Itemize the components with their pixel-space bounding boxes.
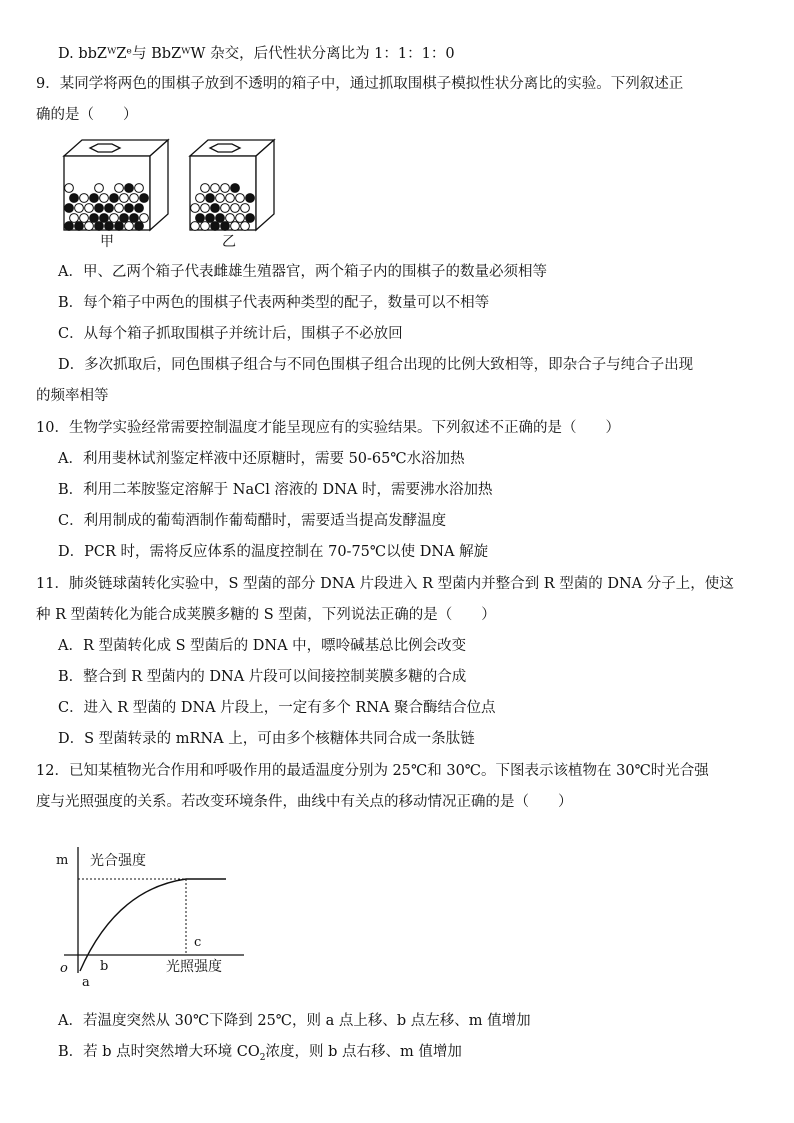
go-stone [226, 214, 235, 223]
go-stone [100, 214, 109, 223]
go-stone [65, 222, 74, 231]
q10-stem: 10．生物学实验经常需要控制温度才能呈现应有的实验结果。下列叙述不正确的是（ ） [36, 420, 620, 436]
q9-option-b: B．每个箱子中两色的围棋子代表两种类型的配子，数量可以不相等 [58, 295, 490, 311]
label-c: c [194, 935, 202, 950]
go-stone [125, 184, 134, 193]
go-stone [191, 222, 200, 231]
go-stone [70, 214, 79, 223]
go-stone [130, 214, 139, 223]
go-stone [206, 214, 215, 223]
go-stone [120, 214, 129, 223]
label-b: b [100, 959, 109, 974]
go-stone [211, 184, 220, 193]
go-stone [95, 184, 104, 193]
q11-option-d: D．S 型菌转录的 mRNA 上，可由多个核糖体共同合成一条肽链 [58, 731, 475, 747]
go-stone [80, 194, 89, 203]
q12-option-a: A．若温度突然从 30℃下降到 25℃，则 a 点上移、b 点左移、m 值增加 [58, 1013, 531, 1029]
go-stone [75, 222, 84, 231]
go-stone [216, 214, 225, 223]
go-stone [120, 194, 129, 203]
go-stone [125, 204, 134, 213]
go-stone [125, 222, 134, 231]
label-m: m [56, 853, 69, 868]
go-stone [246, 194, 255, 203]
go-stone [221, 184, 230, 193]
go-stone [221, 204, 230, 213]
q12-graph [56, 845, 256, 995]
go-stone [85, 222, 94, 231]
go-stone [135, 222, 144, 231]
label-y-axis: 光合强度 [90, 853, 146, 869]
go-stone [231, 222, 240, 231]
q11-stem-line1: 11．肺炎链球菌转化实验中，S 型菌的部分 DNA 片段进入 R 型菌内并整合到 R 型菌的 DNA 分子上，使这 [36, 576, 734, 592]
q12-stem-line1: 12．已知某植物光合作用和呼吸作用的最适温度分别为 25℃和 30℃。下图表示该植物在 30℃时光合强 [36, 763, 709, 779]
go-stone [115, 204, 124, 213]
go-stone-boxes-illustration [60, 136, 280, 252]
go-stone [241, 204, 250, 213]
go-stone [201, 204, 210, 213]
q12-option-b-sub: 2 [259, 1052, 266, 1063]
go-stone [140, 194, 149, 203]
q9-stem-line1: 9．某同学将两色的围棋子放到不透明的箱子中，通过抓取围棋子模拟性状分离比的实验。下列叙述正 [36, 76, 684, 92]
label-a: a [82, 975, 90, 990]
go-stone [110, 194, 119, 203]
q11-option-b: B．整合到 R 型菌内的 DNA 片段可以间接控制荚膜多糖的合成 [58, 669, 467, 685]
go-stone [70, 194, 79, 203]
go-stone [196, 214, 205, 223]
go-stone [95, 204, 104, 213]
go-stone [216, 194, 225, 203]
go-stone [241, 222, 250, 231]
q11-option-a: A．R 型菌转化成 S 型菌后的 DNA 中，嘌呤碱基总比例会改变 [58, 638, 467, 654]
go-stone [201, 222, 210, 231]
go-stone [105, 204, 114, 213]
go-stone [211, 222, 220, 231]
q10-option-b: B．利用二苯胺鉴定溶解于 NaCl 溶液的 DNA 时，需要沸水浴加热 [58, 482, 493, 498]
go-stone [130, 194, 139, 203]
q9-option-a: A．甲、乙两个箱子代表雌雄生殖器官，两个箱子内的围棋子的数量必须相等 [58, 264, 547, 280]
go-stone [236, 194, 245, 203]
go-stone [135, 184, 144, 193]
go-stone [231, 204, 240, 213]
go-stone [226, 194, 235, 203]
go-stone [140, 214, 149, 223]
go-stone [206, 194, 215, 203]
q9-option-d: D．多次抓取后，同色围棋子组合与不同色围棋子组合出现的比例大致相等，即杂合子与纯合子出现 [58, 357, 694, 373]
q12-option-b-post: 浓度，则 b 点右移、m 值增加 [265, 1044, 462, 1060]
q11-stem-line2: 种 R 型菌转化为能合成荚膜多糖的 S 型菌，下列说法正确的是（ ） [36, 607, 496, 623]
box-label-jia: 甲 [100, 234, 114, 250]
go-stone [105, 222, 114, 231]
box-label-yi: 乙 [222, 234, 236, 250]
go-stone [110, 214, 119, 223]
go-stone [211, 204, 220, 213]
go-stone [221, 222, 230, 231]
q12-option-b [58, 1042, 462, 1068]
q9-option-d-continued: 的频率相等 [36, 388, 109, 404]
label-o: o [60, 961, 68, 976]
q10-option-c: C．利用制成的葡萄酒制作葡萄醋时，需要适当提高发酵温度 [58, 513, 447, 529]
q9-option-c: C．从每个箱子抓取围棋子并统计后，围棋子不必放回 [58, 326, 403, 342]
go-stone [75, 204, 84, 213]
go-stone [115, 222, 124, 231]
go-stone [236, 214, 245, 223]
go-stone [65, 204, 74, 213]
go-stone [115, 184, 124, 193]
go-stone [90, 194, 99, 203]
q10-option-a: A．利用斐林试剂鉴定样液中还原糖时，需要 50-65℃水浴加热 [58, 451, 465, 467]
go-stone [95, 222, 104, 231]
go-stone [85, 204, 94, 213]
go-stone [80, 214, 89, 223]
go-stone [100, 194, 109, 203]
q12-stem-line2: 度与光照强度的关系。若改变环境条件，曲线中有关点的移动情况正确的是（ ） [36, 794, 573, 810]
go-stone [196, 194, 205, 203]
q9-stem-line2: 确的是（ ） [36, 107, 138, 123]
q11-option-c: C．进入 R 型菌的 DNA 片段上，一定有多个 RNA 聚合酶结合位点 [58, 700, 496, 716]
q9-boxes-figure [60, 136, 280, 252]
go-stone [191, 204, 200, 213]
go-stone [65, 184, 74, 193]
q12-option-b-pre: B．若 b 点时突然增大环境 CO [58, 1044, 260, 1060]
go-stone [201, 184, 210, 193]
q8-option-d: D. bbZᵂZᵉ与 BbZᵂW 杂交，后代性状分离比为 1：1：1：0 [58, 46, 455, 62]
go-stone [231, 184, 240, 193]
go-stone [90, 214, 99, 223]
q10-option-d: D．PCR 时，需将反应体系的温度控制在 70-75℃以使 DNA 解旋 [58, 544, 489, 560]
label-x-axis: 光照强度 [166, 959, 222, 975]
go-stone [135, 204, 144, 213]
go-stone [246, 214, 255, 223]
